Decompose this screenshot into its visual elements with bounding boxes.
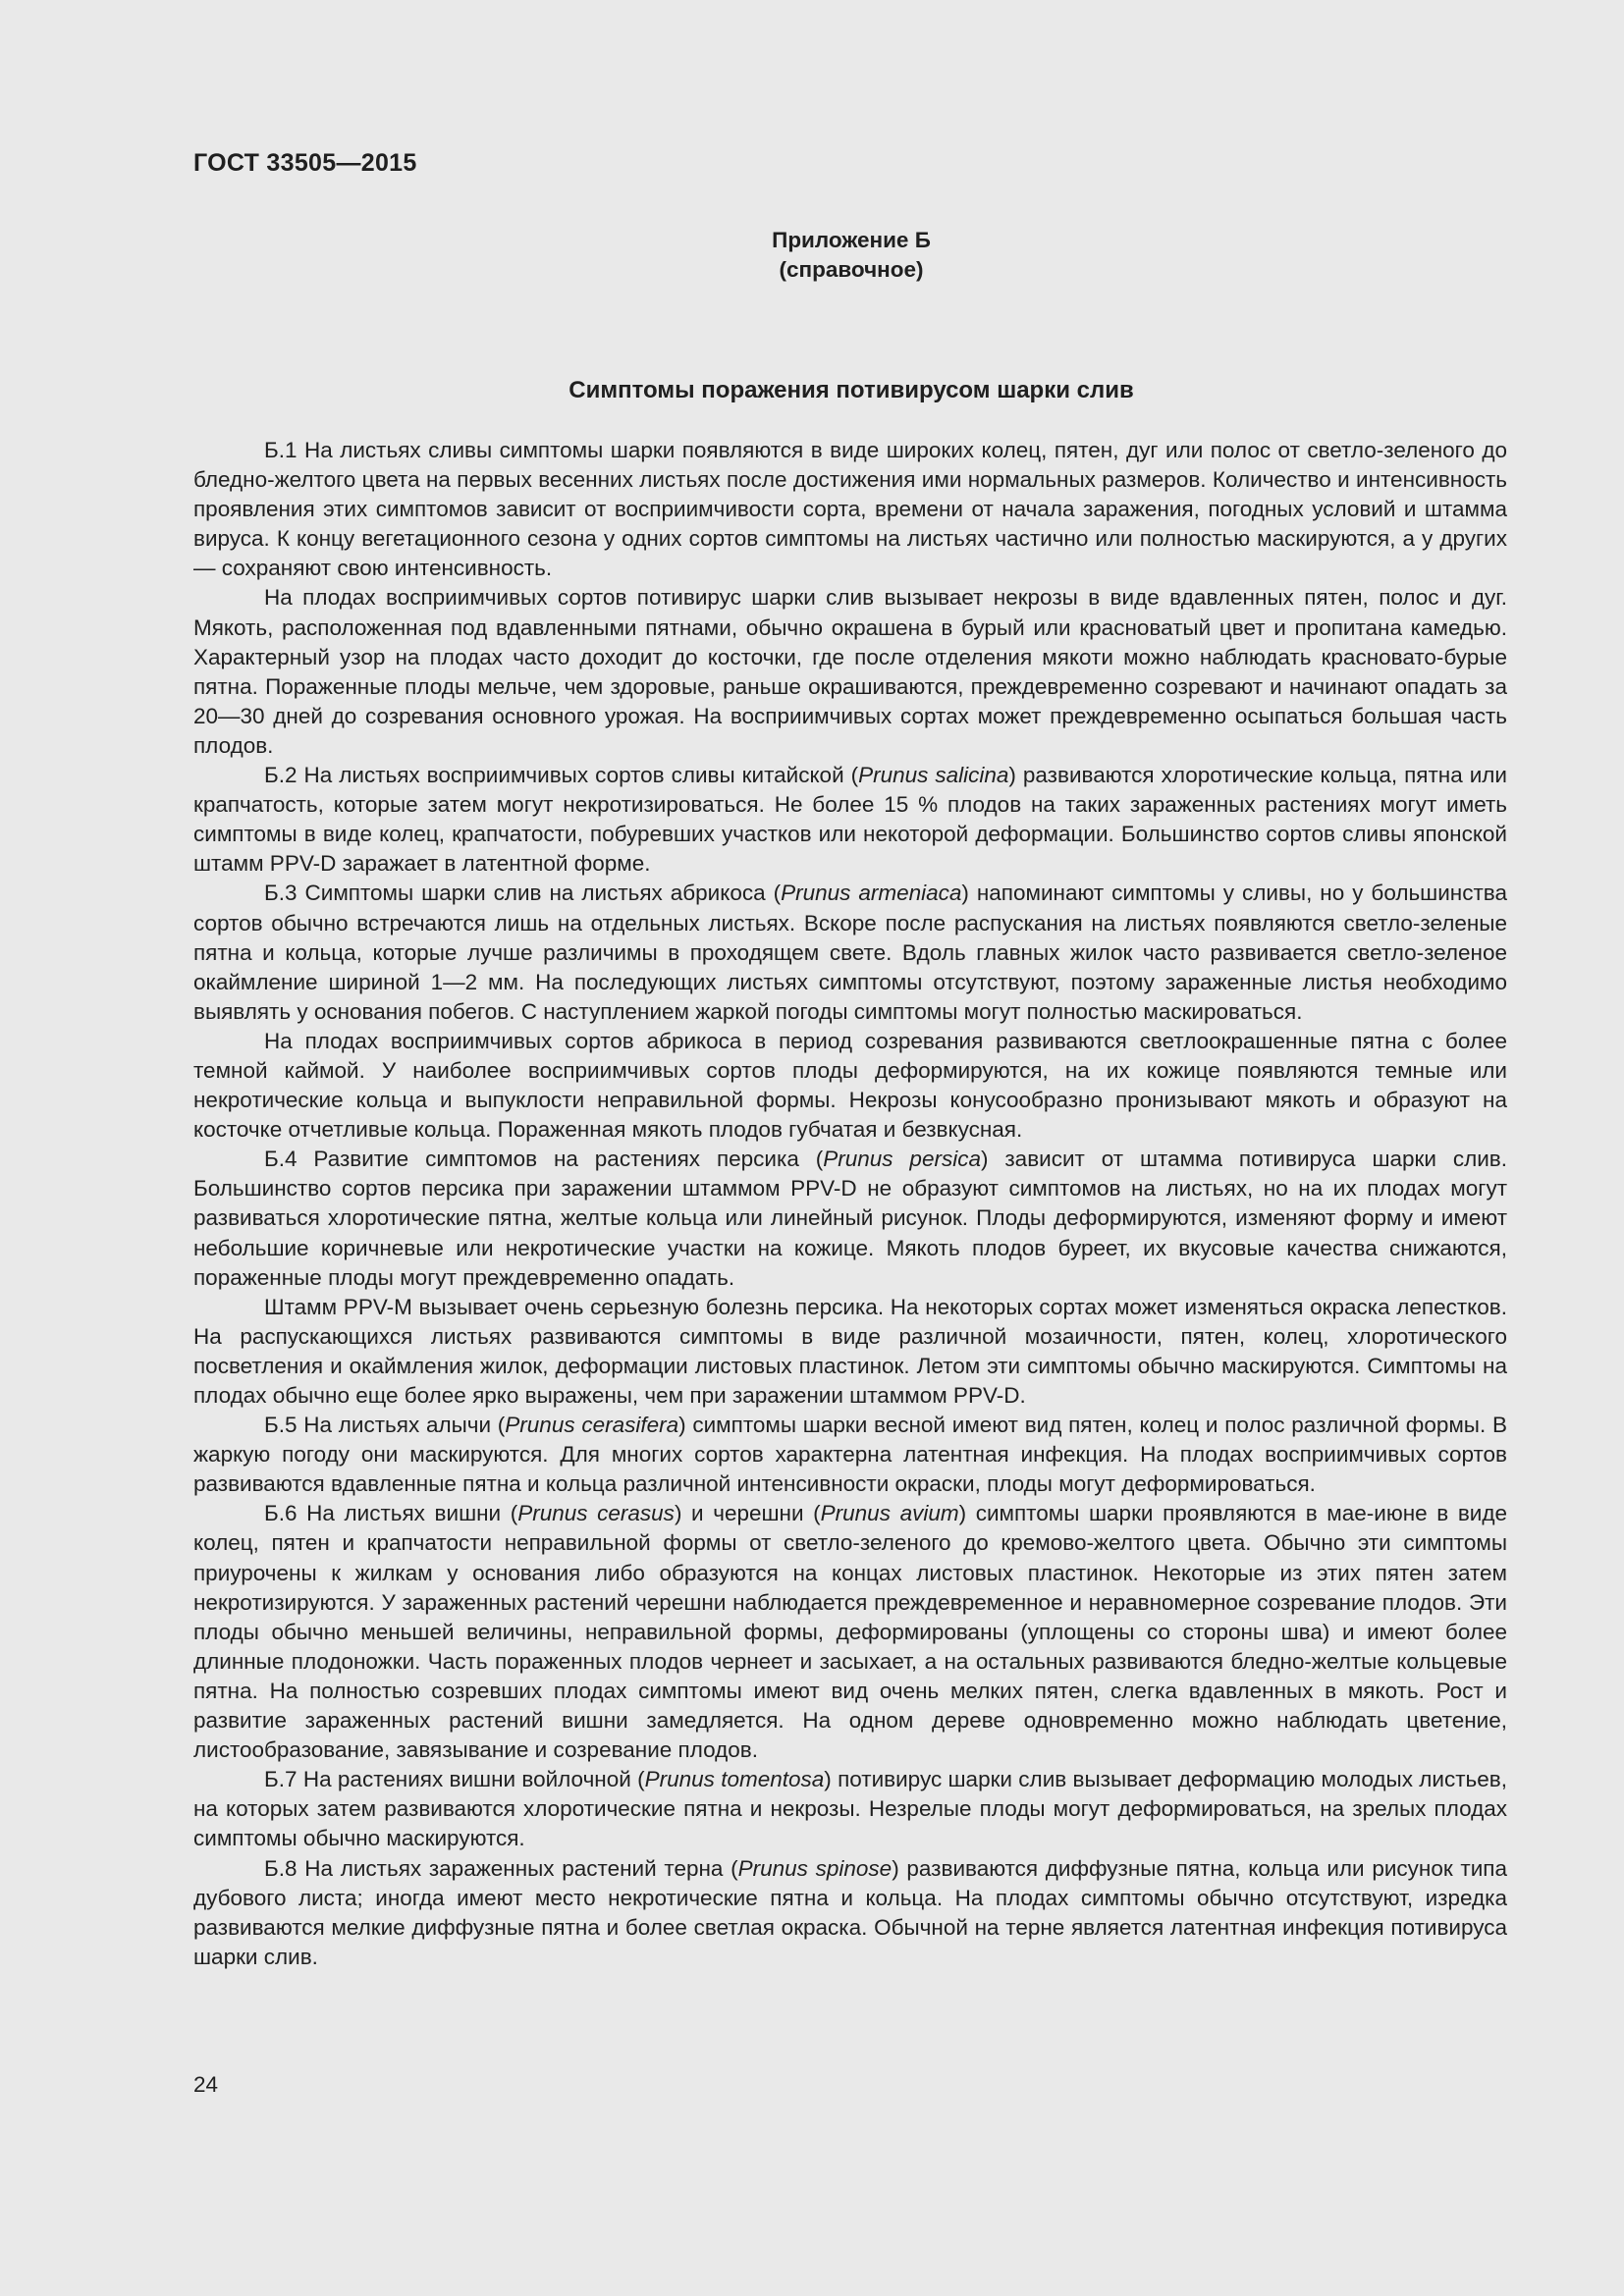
body-text — [193, 436, 1507, 1972]
paragraph — [193, 761, 1507, 879]
species-name: Prunus armeniaca — [781, 881, 962, 906]
paragraph-text: ) и черешни ( — [674, 1501, 821, 1526]
paragraph — [193, 1145, 1507, 1292]
paragraph-text: Штамм PPV-M вызывает очень серьезную болезнь персика. На некоторых сортах может изменяться окраска лепестков. На распускающихся листьях развиваются симптомы в виде различной мозаичности, пятен, колец, хлоротического посветления и окаймления жилок, деформации листовых пластинок. Летом эти симптомы обычно маскируются. Симптомы на плодах обычно еще более ярко выражены, чем при заражении штаммом PPV-D. — [193, 1294, 1507, 1408]
paragraph-text: ) потивирус шарки слив вызывает деформацию молодых листьев, на которых затем развиваются хлоротические пятна и некрозы. Незрелые плоды могут деформироваться, на зрелых плодах симптомы обычно маскируются. — [193, 1767, 1507, 1851]
paragraph-text: ) развиваются хлоротические кольца, пятна или крапчатость, которые затем могут некротизироваться. Не более 15 % плодов на таких зараженных растениях могут иметь симптомы в виде колец, крапчатости, побуревших участков или некоторой деформации. Большинство сортов сливы японской штамм PPV-D заражает в латентной форме. — [193, 763, 1507, 877]
paragraph — [193, 1854, 1507, 1972]
paragraph-text: На плодах восприимчивых сортов абрикоса в период созревания развиваются светлоокрашенные пятна с более темной каймой. У наиболее восприимчивых сортов плоды деформируются, на их кожице появляются темные или некротические кольца и выпуклости неправильной формы. Некрозы конусообразно пронизывают мякоть и образуют на косточке отчетливые кольца. Пораженная мякоть плодов губчатая и безвкусная. — [193, 1028, 1507, 1143]
paragraph-text: Б.5 На листьях алычи ( — [264, 1413, 506, 1438]
paragraph-text: Б.7 На растениях вишни войлочной ( — [264, 1767, 645, 1792]
paragraph-text: Б.4 Развитие симптомов на растениях персика ( — [264, 1147, 824, 1172]
paragraph — [193, 1765, 1507, 1853]
paragraph-text: Б.3 Симптомы шарки слив на листьях абрикоса ( — [264, 881, 782, 906]
paragraph — [193, 583, 1507, 761]
paragraph-text: ) симптомы шарки весной имеют вид пятен, колец и полос различной формы. В жаркую погоду они маскируются. Для многих сортов характерна латентная инфекция. На плодах восприимчивых сортов развиваются вдавленные пятна и кольца различной интенсивности окраски, плоды могут деформироваться. — [193, 1413, 1507, 1497]
appendix-heading — [0, 226, 1624, 285]
paragraph — [193, 436, 1507, 583]
species-name: Prunus cerasus — [517, 1501, 675, 1526]
paragraph — [193, 1499, 1507, 1765]
species-name: Prunus persica — [823, 1147, 981, 1172]
paragraph-text: Б.1 На листьях сливы симптомы шарки появляются в виде широких колец, пятен, дуг или полос от светло-зеленого до бледно-желтого цвета на первых весенних листьях после достижения ими нормальных размеров. Количество и интенсивность проявления этих симптомов зависит от восприимчивости сорта, времени от начала заражения, погодных условий и штамма вируса. К концу вегетационного сезона у одних сортов симптомы на листьях частично или полностью маскируются, а у других — сохраняют свою интенсивность. — [193, 438, 1507, 581]
paragraph — [193, 1027, 1507, 1145]
species-name: Prunus tomentosa — [644, 1767, 825, 1792]
paragraph-text: ) симптомы шарки проявляются в мае-июне в виде колец, пятен и крапчатости неправильной формы от светло-зеленого до кремово-желтого цвета. Обычно эти симптомы приурочены к жилкам у основания либо образуются на концах листовых пластинок. Некоторые из этих пятен затем некротизируются. У зараженных растений черешни наблюдается преждевременное и неравномерное созревание плодов. Эти плоды обычно меньшей величины, неправильной формы, деформированы (уплощены со стороны шва) и имеют более длинные плодоножки. Часть пораженных плодов чернеет и засыхает, а на остальных развиваются бледно-желтые кольцевые пятна. На полностью созревших плодах симптомы имеют вид очень мелких пятен, слегка вдавленных в мякоть. Рост и развитие зараженных растений вишни замедляется. На одном дереве одновременно можно наблюдать цветение, листообразование, завязывание и созревание плодов. — [193, 1501, 1508, 1763]
appendix-type: (справочное) — [779, 257, 924, 282]
paragraph — [193, 879, 1507, 1026]
paragraph — [193, 1411, 1507, 1499]
species-name: Prunus avium — [820, 1501, 959, 1526]
paragraph-text: ) зависит от штамма потивируса шарки слив. Большинство сортов персика при заражении штаммом PPV-D не образуют симптомов на листьях, но на их плодах могут развиваться хлоротические пятна, желтые кольца или линейный рисунок. Плоды деформируются, изменяют форму и имеют небольшие коричневые или некротические участки на кожице. Мякоть плодов буреет, их вкусовые качества снижаются, пораженные плоды могут преждевременно опадать. — [193, 1147, 1507, 1290]
paragraph-text: Б.8 На листьях зараженных растений терна ( — [264, 1855, 738, 1881]
species-name: Prunus cerasifera — [505, 1413, 679, 1438]
paragraph-text: ) развиваются диффузные пятна, кольца или рисунок типа дубового листа; иногда имеют место некротические пятна и кольца. На плодах симптомы обычно отсутствуют, изредка развиваются мелкие диффузные пятна и более светлая окраска. Обычной на терне является латентная инфекция потивируса шарки слив. — [193, 1855, 1507, 1969]
paragraph-text: На плодах восприимчивых сортов потивирус шарки слив вызывает некрозы в виде вдавленных пятен, полос и дуг. Мякоть, расположенная под вдавленными пятнами, обычно окрашена в бурый или красноватый цвет и пропитана камедью. Характерный узор на плодах часто доходит до косточки, где после отделения мякоти можно наблюдать красновато-бурые пятна. Пораженные плоды мельче, чем здоровые, раньше окрашиваются, преждевременно созревают и начинают опадать за 20—30 дней до созревания основного урожая. На восприимчивых сортах может преждевременно осыпаться большая часть плодов. — [193, 585, 1507, 758]
species-name: Prunus salicina — [858, 763, 1009, 788]
appendix-label: Приложение Б — [772, 228, 931, 252]
paragraph — [193, 1293, 1507, 1411]
standard-header: ГОСТ 33505—2015 — [193, 149, 417, 177]
paragraph-text: Б.6 На листьях вишни ( — [264, 1501, 518, 1526]
section-title: Симптомы поражения потивирусом шарки слив — [568, 377, 1134, 403]
page-number: 24 — [193, 2072, 219, 2097]
paragraph-text: ) напоминают симптомы у сливы, но у большинства сортов обычно встречаются лишь на отдельных листьях. Вскоре после распускания на листьях появляются светло-зеленые пятна и кольца, которые лучше различимы в проходящем свете. Вдоль главных жилок часто развивается светло-зеленое окаймление шириной 1—2 мм. На последующих листьях симптомы отсутствуют, поэтому зараженные листья необходимо выявлять у основания побегов. С наступлением жаркой погоды симптомы могут полностью маскироваться. — [193, 881, 1507, 1024]
species-name: Prunus spinose — [737, 1855, 893, 1881]
paragraph-text: Б.2 На листьях восприимчивых сортов сливы китайской ( — [264, 763, 859, 788]
